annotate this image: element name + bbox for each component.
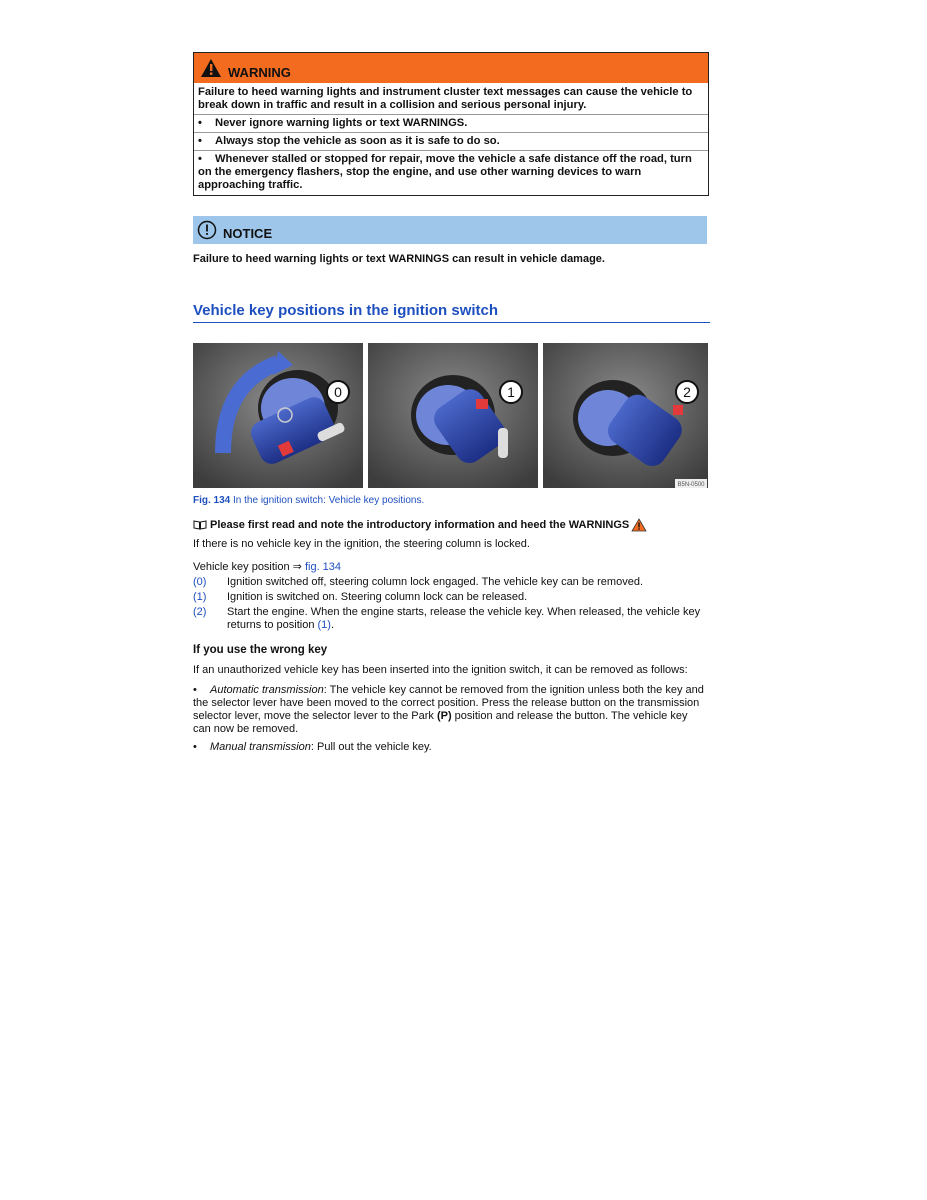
warning-box <box>193 52 709 196</box>
key-position-ref: Vehicle key position ⇒ fig. 134 <box>193 561 342 573</box>
figure-code: B5N-0500 <box>677 482 705 488</box>
steering-lock-text: If there is no vehicle key in the ignition, the steering column is locked. <box>193 538 530 550</box>
list-item: (0) Ignition switched off, steering column lock engaged. The vehicle key can be removed. <box>193 576 644 588</box>
svg-text:2: 2 <box>683 384 691 400</box>
list-item: (2) Start the engine. When the engine starts, release the vehicle key. When released, the vehicle key returns to position (1). <box>193 606 701 631</box>
position-list <box>193 576 713 634</box>
notice-box <box>193 216 707 244</box>
figure-caption: Fig. 134 In the ignition switch: Vehicle key positions. <box>193 495 425 506</box>
panel-position-0 <box>193 343 363 488</box>
svg-text:1: 1 <box>507 384 515 400</box>
warning-bullet: • Always stop the vehicle as soon as it is safe to do so. <box>198 135 500 147</box>
warning-bullet: • Never ignore warning lights or text WARNINGS. <box>198 117 468 129</box>
wrong-key-text: If an unauthorized vehicle key has been inserted into the ignition switch, it can be removed as follows: <box>193 664 688 676</box>
panel-position-2 <box>543 343 708 488</box>
warning-lead: Failure to heed warning lights and instrument cluster text messages can cause the vehicle to break down in traffic and result in a collision and serious personal injury. <box>198 86 693 111</box>
notice-title: NOTICE <box>223 225 273 241</box>
warning-triangle-icon <box>200 58 222 78</box>
badge-0 <box>327 381 349 403</box>
badge-1 <box>500 381 522 403</box>
ignition-illustration <box>193 343 708 488</box>
intro-line: Please first read and note the introductory information and heed the WARNINGS <box>193 518 647 532</box>
badge-2 <box>676 381 698 403</box>
ignition-figure <box>193 343 708 488</box>
list-item: (1) Ignition is switched on. Steering column lock can be released. <box>193 591 528 603</box>
warning-header <box>194 53 708 83</box>
wrong-key-list <box>193 684 708 759</box>
exclamation-circle-icon <box>197 220 217 240</box>
position-ref-link[interactable]: (1) <box>317 619 331 631</box>
fig-link[interactable]: fig. 134 <box>304 561 342 573</box>
notice-text: Failure to heed warning lights or text WARNINGS can result in vehicle damage. <box>193 253 605 265</box>
list-item: • Automatic transmission: The vehicle key cannot be removed from the ignition unless both the key and the selector lever have been moved to the correct position. Press the release button on the transmission selector lever, move the selector lever to the Park (P) position and release the button. The vehicle key can now be removed. <box>193 684 704 735</box>
section-title: Vehicle key positions in the ignition switch <box>193 302 710 323</box>
panel-position-1 <box>368 343 538 488</box>
book-icon <box>193 520 207 530</box>
svg-text:0: 0 <box>334 384 342 400</box>
wrong-key-heading: If you use the wrong key <box>193 644 328 656</box>
list-item: • Manual transmission: Pull out the vehicle key. <box>193 741 432 753</box>
warning-bullet: • Whenever stalled or stopped for repair, move the vehicle a safe distance off the road, turn on the emergency flashers, stop the engine, and use other warning devices to warn approaching traffic. <box>198 153 692 191</box>
warning-triangle-icon <box>631 518 647 532</box>
warning-body <box>194 83 708 195</box>
warning-title: WARNING <box>228 64 291 80</box>
